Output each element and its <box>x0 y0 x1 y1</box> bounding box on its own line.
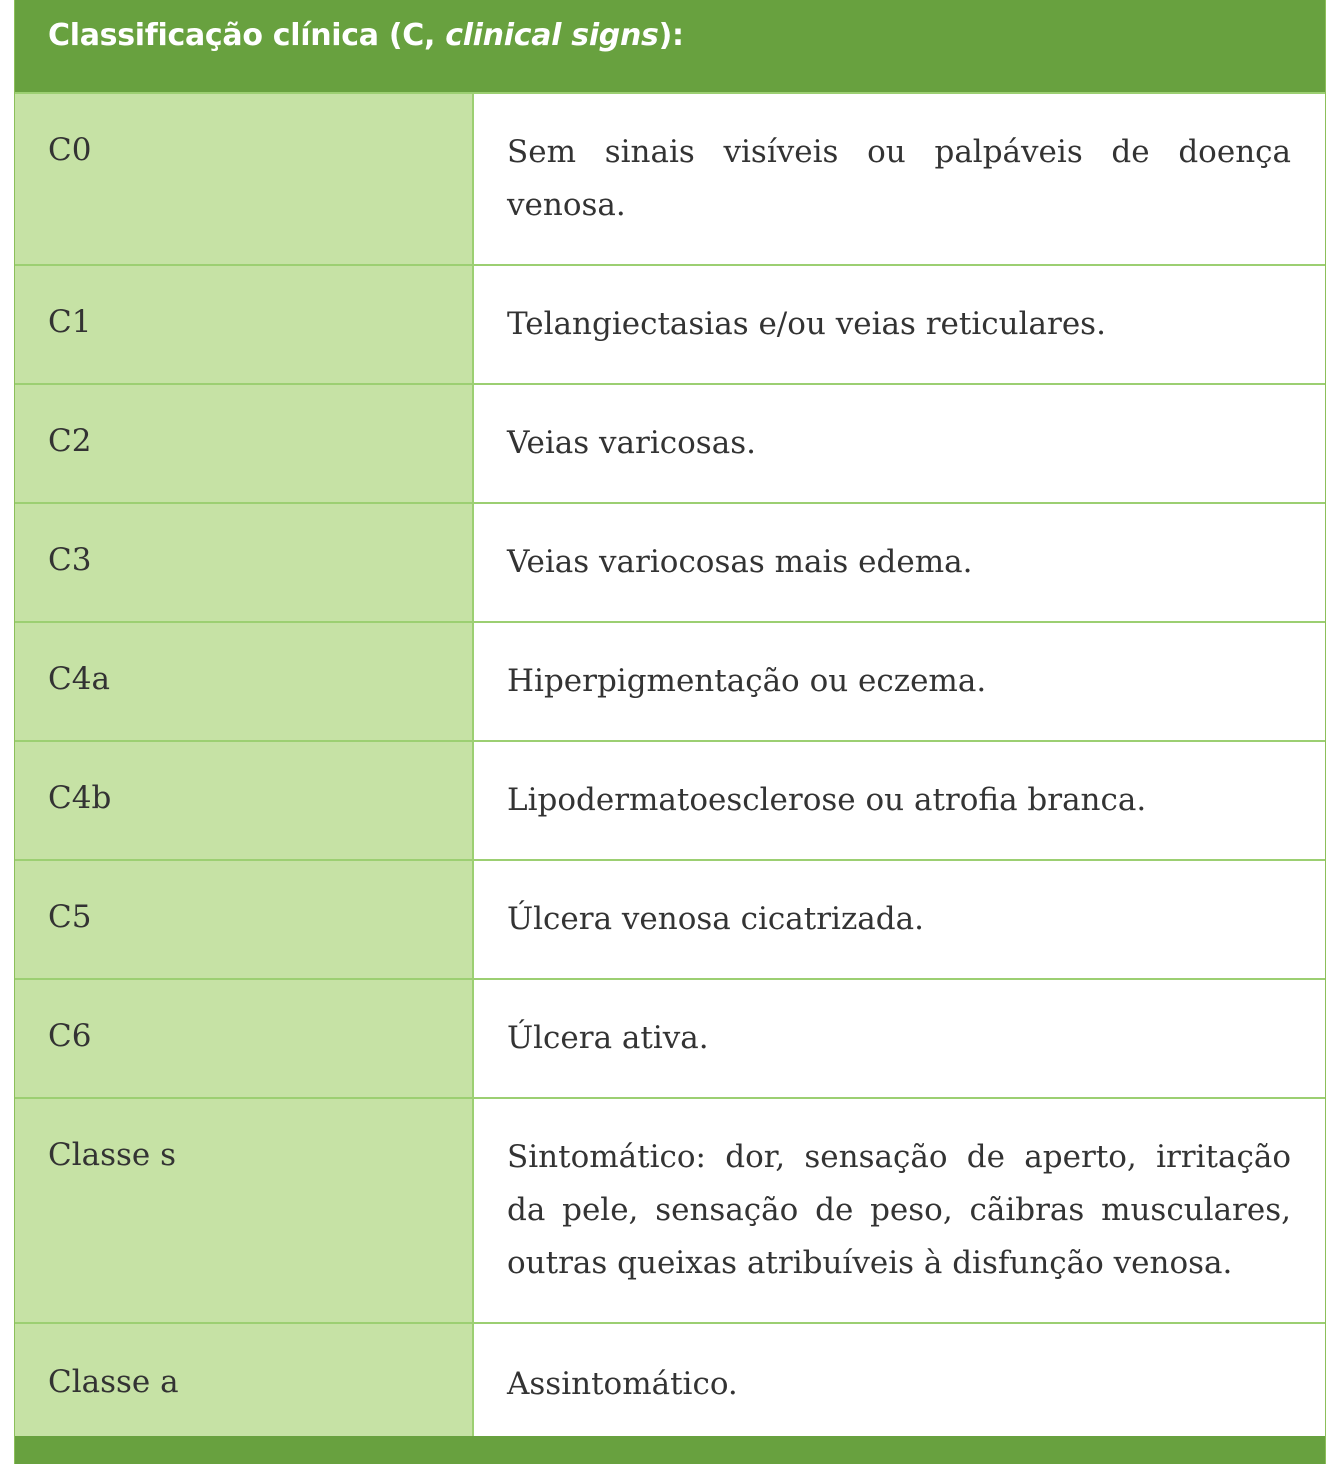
row-code: C0 <box>48 132 92 168</box>
row-description-cell <box>474 1099 1325 1322</box>
row-description: Lipodermatoesclerose ou atrofia branca. <box>507 782 1147 818</box>
header-title-italic: clinical signs <box>445 18 659 53</box>
row-description: Úlcera venosa cicatrizada. <box>507 901 924 937</box>
row-description: Sem sinais visíveis ou palpáveis de doença venosa. <box>507 134 1291 223</box>
table-row <box>15 1097 1325 1322</box>
row-code: C6 <box>48 1018 92 1054</box>
classification-table <box>14 0 1326 1464</box>
row-code-cell <box>15 385 474 502</box>
row-description: Hiperpigmentação ou eczema. <box>507 663 987 699</box>
row-code-cell <box>15 94 474 264</box>
row-description-cell <box>474 385 1325 502</box>
row-code: C4b <box>48 780 112 816</box>
row-code: C2 <box>48 423 92 459</box>
row-code-cell <box>15 266 474 383</box>
row-description-cell <box>474 1324 1325 1436</box>
row-code: Classe a <box>48 1364 179 1400</box>
table-row <box>15 502 1325 621</box>
table-row <box>15 264 1325 383</box>
row-code-cell <box>15 1324 474 1436</box>
row-description-cell <box>474 266 1325 383</box>
row-code-cell <box>15 980 474 1097</box>
row-code: C3 <box>48 542 92 578</box>
row-code: C5 <box>48 899 92 935</box>
row-code-cell <box>15 742 474 859</box>
table-row <box>15 859 1325 978</box>
row-description-cell <box>474 861 1325 978</box>
header-title-suffix: ): <box>658 18 684 53</box>
table-row <box>15 740 1325 859</box>
header-title-prefix: Classificação clínica (C, <box>48 18 446 53</box>
row-code: Classe s <box>48 1137 177 1173</box>
row-code-cell <box>15 504 474 621</box>
row-code-cell <box>15 861 474 978</box>
row-description: Sintomático: dor, sensação de aperto, irritação da pele, sensação de peso, cãibras musculares, outras queixas atribuíveis à disfunção venosa. <box>507 1139 1291 1281</box>
row-description: Telangiectasias e/ou veias reticulares. <box>507 306 1106 342</box>
row-description: Úlcera ativa. <box>507 1020 709 1056</box>
row-description-cell <box>474 742 1325 859</box>
table-row <box>15 978 1325 1097</box>
row-description-cell <box>474 980 1325 1097</box>
table-header <box>15 0 1325 92</box>
table-row <box>15 1322 1325 1436</box>
row-description-cell <box>474 504 1325 621</box>
table-row <box>15 383 1325 502</box>
row-code: C1 <box>48 304 92 340</box>
table-footer-bar <box>15 1436 1325 1464</box>
row-code: C4a <box>48 661 110 697</box>
row-description-cell <box>474 94 1325 264</box>
row-description: Veias variocosas mais edema. <box>507 544 973 580</box>
row-description: Assintomático. <box>507 1366 738 1402</box>
row-description: Veias varicosas. <box>507 425 756 461</box>
row-description-cell <box>474 623 1325 740</box>
row-code-cell <box>15 623 474 740</box>
table-row <box>15 621 1325 740</box>
row-code-cell <box>15 1099 474 1322</box>
table-row <box>15 92 1325 264</box>
